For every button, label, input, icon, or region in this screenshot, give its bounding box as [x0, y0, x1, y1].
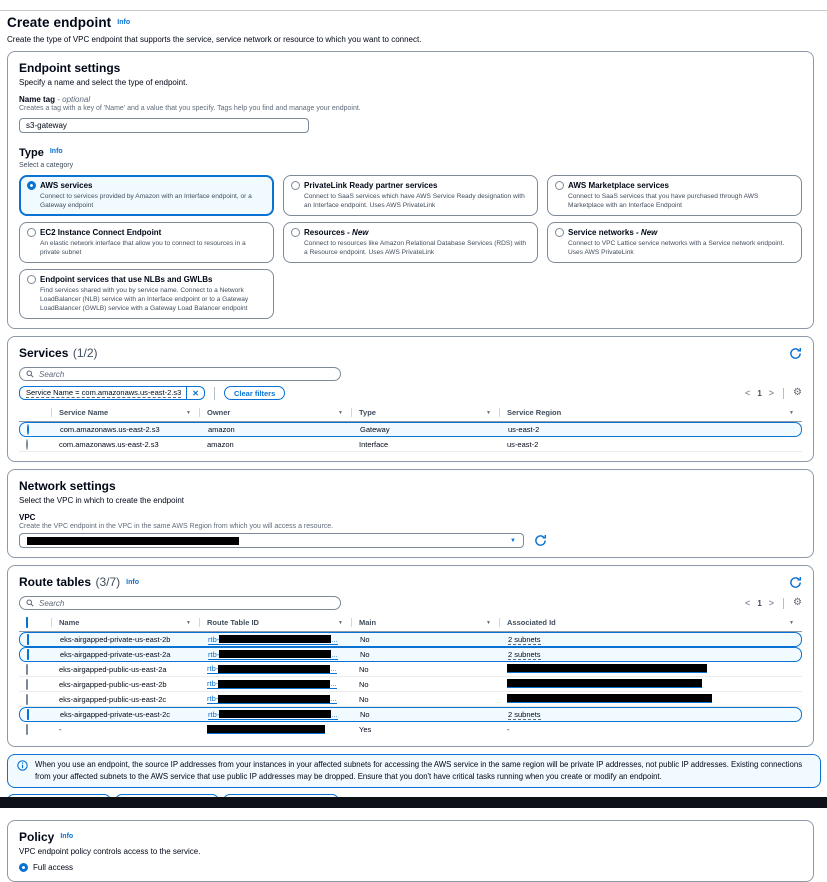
divider: [783, 598, 784, 609]
col-main[interactable]: Main ▼: [351, 618, 499, 627]
type-label: Type: [19, 147, 44, 159]
services-table: [19, 405, 802, 452]
search-icon: [26, 599, 34, 607]
page-title: Create endpoint: [7, 15, 112, 30]
refresh-icon[interactable]: [534, 534, 547, 547]
new-badge: - New: [636, 228, 658, 238]
policy-subtitle: VPC endpoint policy controls access to the service.: [19, 846, 201, 856]
sort-icon: ▼: [789, 409, 794, 416]
redacted-footer-bar: [0, 797, 827, 808]
policy-title: Policy: [19, 829, 55, 844]
policy-option-full-access[interactable]: Full access: [19, 863, 802, 872]
info-circle-icon: [17, 760, 28, 771]
sort-icon: ▼: [186, 619, 191, 626]
refresh-icon[interactable]: [789, 576, 802, 589]
select-all-checkbox[interactable]: [26, 617, 28, 628]
associated-subnet-link[interactable]: [507, 694, 712, 703]
route-table-id-link[interactable]: rtb- ...: [208, 649, 338, 659]
redacted-route-table-id: [218, 680, 330, 688]
route-table-id-link[interactable]: rtb- ...: [208, 709, 338, 719]
redacted-route-table-id: [218, 665, 330, 673]
sort-icon: ▼: [789, 619, 794, 626]
route-table-row[interactable]: eks-airgapped-public-us-east-2a rtb- ... No: [19, 662, 802, 677]
name-tag-description: Creates a tag with a key of 'Name' and a value that you specify. Tags help you find and manage your endpoint.: [19, 105, 361, 112]
vpc-description: Create the VPC endpoint in the VPC in the same AWS Region from which you will access a resource.: [19, 523, 334, 531]
route-table-id-link[interactable]: rtb- ...: [207, 664, 337, 674]
route-tables-table-header: [19, 615, 802, 632]
endpoint-settings-subtitle: Specify a name and select the type of endpoint.: [19, 78, 188, 87]
redacted-route-table-id: [219, 635, 331, 643]
policy-section: [7, 820, 814, 882]
preferences-gear-icon[interactable]: ⚙: [793, 387, 802, 399]
service-row-gateway[interactable]: com.amazonaws.us-east-2.s3 amazon Gateway us-east-2: [19, 422, 802, 437]
network-settings-subtitle: Select the VPC in which to create the endpoint: [19, 496, 184, 506]
route-tables-title: Route tables: [19, 575, 92, 590]
vpc-label: VPC: [19, 513, 36, 523]
network-settings-section: [7, 469, 814, 558]
route-tables-page-number[interactable]: 1: [757, 598, 762, 608]
route-table-row[interactable]: eks-airgapped-public-us-east-2c rtb- ... No: [19, 692, 802, 707]
page-header: [7, 14, 814, 44]
remove-filter-icon[interactable]: ✕: [186, 387, 204, 399]
radio-icon[interactable]: [555, 181, 564, 190]
redacted-associated-id: [507, 679, 702, 687]
radio-selected-icon[interactable]: [27, 424, 29, 435]
create-endpoint-page: [7, 14, 814, 882]
associated-subnets[interactable]: 2 subnets: [508, 650, 541, 660]
endpoint-settings-title: Endpoint settings: [19, 61, 121, 75]
clear-filters-button[interactable]: Clear filters: [224, 386, 285, 400]
row-checkbox[interactable]: [26, 724, 28, 735]
type-option-service-networks[interactable]: Service networks - New Connect to VPC Lattice service networks with a Service network endpoint. Uses AWS PrivateLink: [547, 222, 802, 263]
route-tables-info-link[interactable]: Info: [126, 578, 139, 586]
radio-icon[interactable]: [291, 228, 300, 237]
row-checkbox[interactable]: [26, 694, 28, 705]
services-count: (1/2): [72, 346, 98, 361]
services-search-input[interactable]: [19, 367, 341, 381]
radio-icon[interactable]: [555, 228, 564, 237]
type-option-marketplace[interactable]: AWS Marketplace services Connect to SaaS services that you have purchased through AWS Marketplace with an Interface Endpoint: [547, 175, 802, 216]
route-tables-count: (3/7): [95, 575, 121, 590]
preferences-gear-icon[interactable]: ⚙: [793, 597, 802, 609]
radio-icon[interactable]: [27, 228, 36, 237]
type-option-privatelink-partner[interactable]: PrivateLink Ready partner services Connect to SaaS services which have AWS Service Ready designation with an Interface endpoint. Uses AWS PrivateLink: [283, 175, 538, 216]
new-badge: - New: [347, 228, 369, 238]
route-table-row[interactable]: - Yes -: [19, 722, 802, 737]
redacted-associated-id: [507, 664, 707, 672]
divider: [214, 387, 215, 400]
service-row-interface[interactable]: com.amazonaws.us-east-2.s3 amazon Interface us-east-2: [19, 437, 802, 452]
type-option-aws-services[interactable]: AWS services Connect to services provided by Amazon with an Interface endpoint, or a Gateway endpoint: [19, 175, 274, 216]
search-icon: [26, 370, 34, 378]
route-tables-table: [19, 615, 802, 737]
type-subtitle: Select a category: [19, 162, 74, 169]
sort-icon: ▼: [338, 619, 343, 626]
radio-selected-icon[interactable]: [19, 863, 28, 872]
row-checkbox[interactable]: [27, 634, 29, 645]
associated-subnets[interactable]: 2 subnets: [508, 635, 541, 645]
sort-icon: ▼: [338, 409, 343, 416]
route-tables-search-input[interactable]: [19, 596, 341, 610]
vpc-select[interactable]: [19, 533, 524, 548]
endpoint-info-banner: [7, 754, 821, 788]
col-route-table-id[interactable]: Route Table ID ▼: [199, 618, 351, 627]
policy-info-link[interactable]: Info: [60, 832, 74, 840]
services-title: Services: [19, 346, 69, 361]
redacted-route-table-id: [219, 650, 331, 658]
row-checkbox[interactable]: [27, 649, 29, 660]
type-info-link[interactable]: Info: [49, 148, 63, 155]
route-table-row[interactable]: ✓ eks-airgapped-private-us-east-2a rtb- ... No 2 subnets: [19, 647, 802, 662]
sort-icon: ▼: [486, 409, 491, 416]
col-type[interactable]: Type ▼: [351, 408, 499, 417]
col-service-region[interactable]: Service Region ▼: [499, 408, 802, 417]
type-header: [19, 143, 802, 169]
route-table-id-link[interactable]: rtb- ...: [207, 679, 337, 689]
associated-subnet-link[interactable]: [507, 664, 707, 673]
route-table-row[interactable]: ✓ eks-airgapped-private-us-east-2c rtb- ... No 2 subnets: [19, 707, 802, 722]
page-description: Create the type of VPC endpoint that supports the service, service network or resource to which you want to connect.: [7, 35, 422, 44]
route-tables-pagination: [745, 598, 802, 609]
top-divider: [0, 10, 827, 11]
name-tag-optional: - optional: [57, 95, 91, 104]
redacted-vpc-value: [27, 537, 239, 545]
page-info-link[interactable]: Info: [117, 19, 131, 26]
redacted-associated-id: [507, 694, 712, 702]
name-tag-input[interactable]: [19, 118, 309, 133]
row-checkbox[interactable]: [27, 709, 29, 720]
endpoint-settings-section: [7, 51, 814, 329]
col-associated-id[interactable]: Associated Id ▼: [499, 618, 802, 627]
type-option-resources[interactable]: Resources - New Connect to resources like Amazon Relational Database Services (RDS) with a Resource endpoint. Uses AWS PrivateLink: [283, 222, 538, 263]
service-name-filter-token: Service Name = com.amazonaws.us-east-2.s3 ✕: [19, 386, 205, 400]
chevron-down-icon: ▼: [510, 537, 516, 544]
route-tables-section: [7, 565, 814, 747]
sort-icon: ▼: [486, 619, 491, 626]
services-pagination: [745, 388, 802, 399]
divider: [783, 388, 784, 399]
associated-subnets[interactable]: 2 subnets: [508, 710, 541, 720]
prev-page-icon[interactable]: <: [745, 597, 751, 608]
route-table-id-link[interactable]: rtb- ...: [207, 694, 337, 704]
services-page-number[interactable]: 1: [757, 388, 762, 398]
col-owner[interactable]: Owner ▼: [199, 408, 351, 417]
route-table-row[interactable]: ✓ eks-airgapped-private-us-east-2b rtb- ... No 2 subnets: [19, 632, 802, 647]
type-options-grid: [19, 175, 802, 319]
search-placeholder: Search: [39, 369, 65, 379]
redacted-route-table-id: [218, 695, 330, 703]
type-option-nlb-gwlb[interactable]: Endpoint services that use NLBs and GWLBs Find services shared with you by service name. Connect to a Network LoadBalancer (NLB) service with an Interface endpoint or to a Gateway LoadBalancer (GWLB) service with a Gateway Load Balancer endpoint: [19, 269, 274, 319]
radio-icon[interactable]: [27, 275, 36, 284]
redacted-route-table-id: [207, 725, 325, 733]
services-section: [7, 336, 814, 462]
banner-text: When you use an endpoint, the source IP addresses from your instances in your affected subnets for accessing the AWS service in the same region will be private IP addresses, not public IP addresses. Existing connections from your affected subnets to the AWS service that use public IP addresses may be dropped. Ensure that you don't have critical tasks running when you create or modify an endpoint.: [35, 760, 803, 781]
services-table-header: [19, 405, 802, 422]
name-tag-label: Name tag - optional: [19, 95, 91, 104]
type-option-ec2-instance-connect[interactable]: EC2 Instance Connect Endpoint An elastic network interface that allow you to connect to resources in a private subnet: [19, 222, 274, 263]
refresh-icon[interactable]: [789, 347, 802, 360]
next-page-icon[interactable]: >: [768, 387, 775, 398]
radio-selected-icon[interactable]: [27, 181, 36, 190]
prev-page-icon[interactable]: <: [745, 387, 751, 398]
redacted-route-table-id: [219, 710, 331, 718]
associated-subnet-link[interactable]: [507, 679, 702, 688]
col-service-name[interactable]: Service Name ▼: [51, 408, 199, 417]
network-settings-title: Network settings: [19, 479, 116, 494]
sort-icon: ▼: [186, 409, 191, 416]
route-table-row[interactable]: eks-airgapped-public-us-east-2b rtb- ... No: [19, 677, 802, 692]
col-name[interactable]: Name ▼: [51, 618, 199, 627]
next-page-icon[interactable]: >: [768, 597, 775, 608]
route-table-id-link[interactable]: rtb- ...: [208, 634, 338, 644]
route-table-id-link[interactable]: [207, 725, 325, 734]
search-placeholder: Search: [39, 598, 65, 608]
row-checkbox[interactable]: [26, 679, 28, 690]
radio-icon[interactable]: [26, 439, 28, 450]
row-checkbox[interactable]: [26, 664, 28, 675]
radio-icon[interactable]: [291, 181, 300, 190]
